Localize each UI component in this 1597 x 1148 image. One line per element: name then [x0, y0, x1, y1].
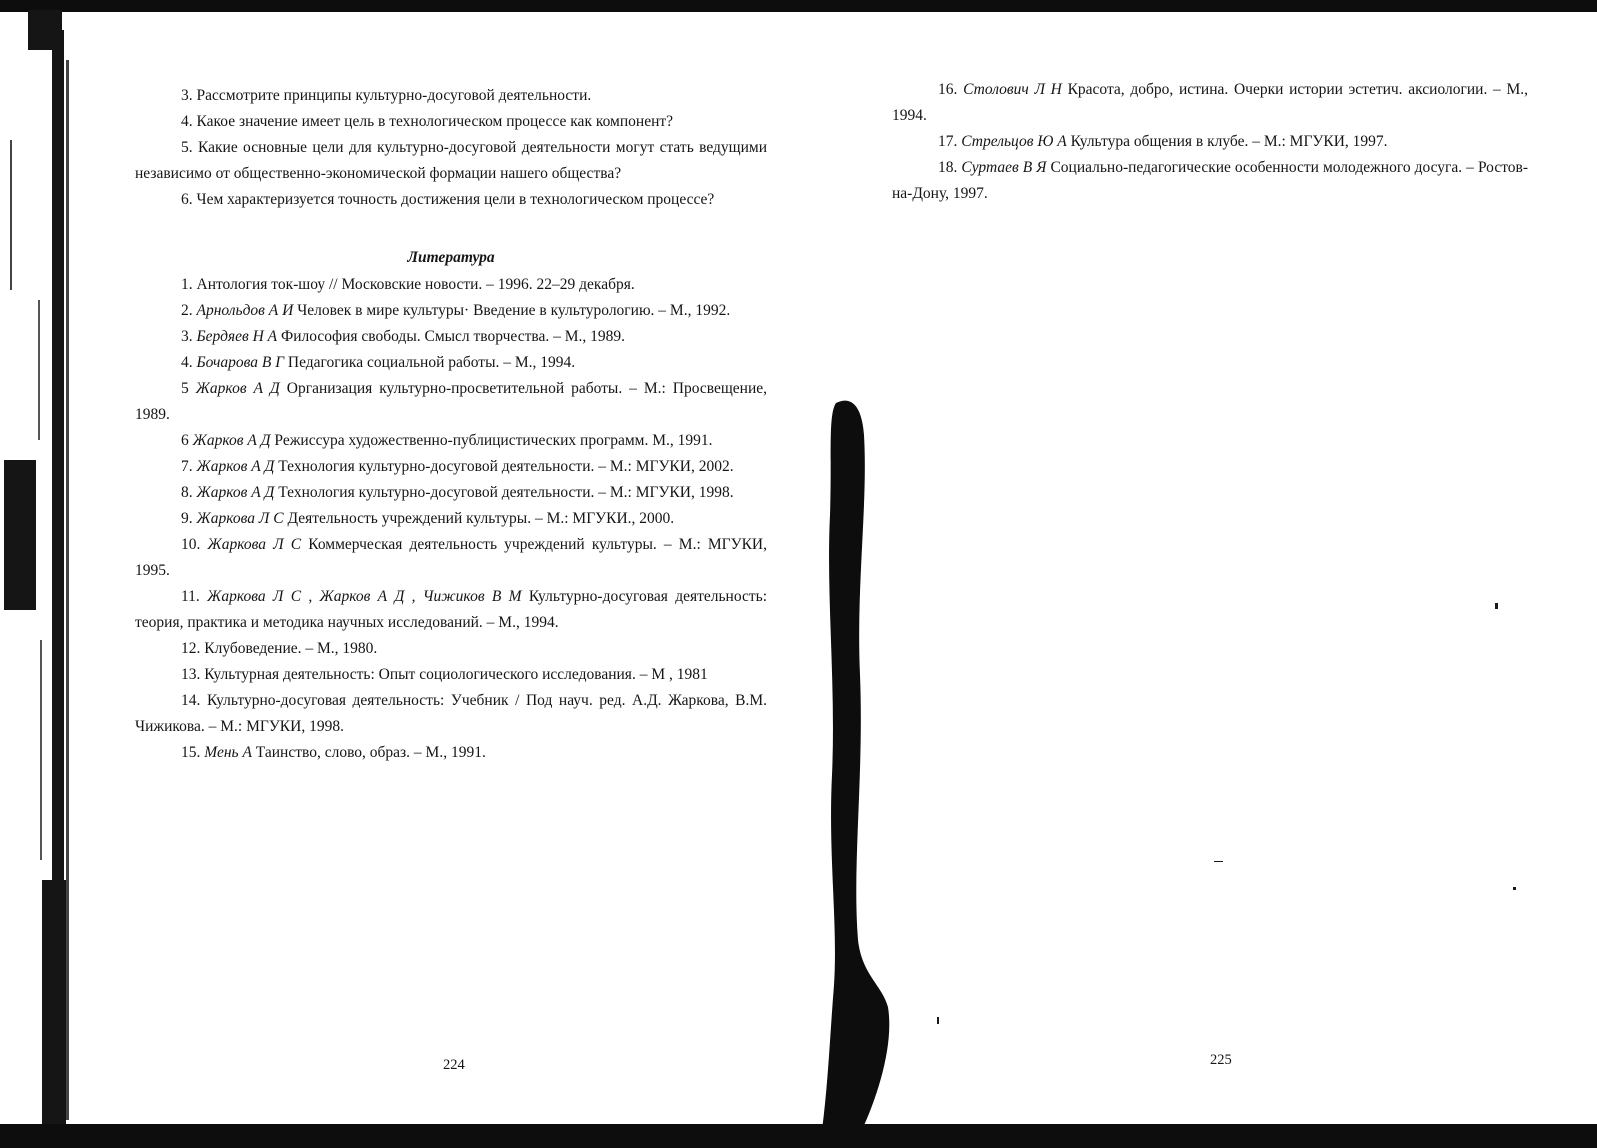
- reference-item: [135, 532, 767, 584]
- reference-item: [135, 480, 767, 506]
- reference-item: [135, 298, 767, 324]
- scan-bottom-border: [0, 1124, 1597, 1148]
- reference-number: 8.: [181, 484, 193, 501]
- scan-speck: [1495, 603, 1498, 609]
- reference-number: 9.: [181, 510, 193, 527]
- reference-text: Технология культурно-досуговой деятельности. – М.: МГУКИ, 2002.: [278, 458, 734, 475]
- reference-author: Столович Л Н: [963, 81, 1062, 98]
- page-number-left: 224: [443, 1057, 465, 1073]
- reference-text: Социально-педагогические особенности молодежного досуга. – Ростов-на-Дону, 1997.: [892, 159, 1528, 202]
- reference-number: 7.: [181, 458, 193, 475]
- reference-text: Организация культурно-просветительной работы. – М.: Просвещение, 1989.: [135, 380, 768, 423]
- reference-text: Человек в мире культуры· Введение в культурологию. – М., 1992.: [297, 302, 731, 319]
- question-item: 4. Какое значение имеет цель в технологическом процессе как компонент?: [181, 113, 674, 130]
- reference-item: [135, 376, 767, 428]
- reference-item: [892, 129, 1528, 155]
- reference-item: [135, 272, 767, 298]
- reference-item: [135, 740, 767, 766]
- reference-number: 4.: [181, 354, 193, 371]
- reference-item: [135, 428, 767, 454]
- right-page: [892, 77, 1528, 207]
- reference-number: 5: [181, 380, 189, 397]
- reference-item: [135, 584, 767, 636]
- reference-item: [135, 350, 767, 376]
- reference-text: Культурно-досуговая деятельность: Учебник / Под науч. ред. А.Д. Жаркова, В.М. Чижикова. – М.: МГУКИ, 1998.: [135, 692, 767, 735]
- reference-number: 11.: [181, 588, 200, 605]
- reference-author: Жаркова Л С: [207, 536, 302, 553]
- reference-text: Деятельность учреждений культуры. – М.: МГУКИ., 2000.: [287, 510, 675, 527]
- reference-text: Коммерческая деятельность учреждений культуры. – М.: МГУКИ, 1995.: [135, 536, 768, 579]
- reference-number: 10.: [181, 536, 201, 553]
- reference-number: 17.: [938, 133, 958, 150]
- question-item: 6. Чем характеризуется точность достижения цели в технологическом процессе?: [181, 191, 715, 208]
- reference-text: Педагогика социальной работы. – М., 1994.: [287, 354, 576, 371]
- reference-number: 16.: [938, 81, 958, 98]
- scan-speck: [1513, 887, 1516, 890]
- reference-author: Стрельцов Ю А: [961, 133, 1067, 150]
- reference-author: Жарков А Д: [196, 458, 275, 475]
- reference-item: [135, 688, 767, 740]
- question-item: 3. Рассмотрите принципы культурно-досуговой деятельности.: [181, 87, 592, 104]
- reference-item: [135, 454, 767, 480]
- reference-author: Мень А: [204, 744, 252, 761]
- reference-item: [135, 662, 767, 688]
- reference-item: [135, 636, 767, 662]
- reference-text: Режиссура художественно-публицистических программ. М., 1991.: [274, 432, 713, 449]
- reference-number: 14.: [181, 692, 201, 709]
- reference-author: Бердяев Н А: [196, 328, 278, 345]
- reference-item: [892, 77, 1528, 129]
- reference-text: Философия свободы. Смысл творчества. – М., 1989.: [281, 328, 625, 345]
- reference-number: 1.: [181, 276, 193, 293]
- reference-number: 13.: [181, 666, 201, 683]
- reference-item: [135, 506, 767, 532]
- reference-author: Бочарова В Г: [196, 354, 285, 371]
- reference-text: Клубоведение. – М., 1980.: [204, 640, 378, 657]
- reference-number: 3.: [181, 328, 193, 345]
- reference-number: 2.: [181, 302, 193, 319]
- reference-text: Культура общения в клубе. – М.: МГУКИ, 1997.: [1070, 133, 1388, 150]
- reference-item: [135, 324, 767, 350]
- reference-text: Таинство, слово, образ. – М., 1991.: [255, 744, 486, 761]
- reference-author: Жарков А Д: [195, 380, 280, 397]
- reference-author: Жарков А Д: [196, 484, 275, 501]
- reference-item: [892, 155, 1528, 207]
- question-item: 5. Какие основные цели для культурно-досуговой деятельности могут стать ведущими независимо от общественно-экономической формации нашего общества?: [135, 139, 767, 182]
- reference-number: 12.: [181, 640, 201, 657]
- scan-speck: [1214, 861, 1223, 862]
- left-page: [135, 83, 767, 766]
- reference-text: Красота, добро, истина. Очерки истории эстетич. аксиологии. – М., 1994.: [892, 81, 1528, 124]
- reference-author: Жаркова Л С: [196, 510, 284, 527]
- reference-author: Суртаев В Я: [961, 159, 1047, 176]
- scan-speck: [937, 1017, 939, 1024]
- reference-text: Технология культурно-досуговой деятельности. – М.: МГУКИ, 1998.: [278, 484, 734, 501]
- reference-number: 15.: [181, 744, 201, 761]
- scan-left-edge: [0, 0, 78, 1148]
- reference-author: Арнольдов А И: [196, 302, 294, 319]
- reference-author: Жарков А Д: [192, 432, 271, 449]
- gutter-shadow: [818, 395, 898, 1130]
- reference-author: Жаркова Л С , Жарков А Д , Чижиков В М: [207, 588, 522, 605]
- scan-top-border: [0, 0, 1597, 12]
- reference-text: Антология ток-шоу // Московские новости. – 1996. 22–29 декабря.: [196, 276, 635, 293]
- reference-text: Культурно-досуговая деятельность: теория, практика и методика научных исследований. – М., 1994.: [135, 588, 768, 631]
- reference-text: Культурная деятельность: Опыт социологического исследования. – М , 1981: [204, 666, 708, 683]
- reference-number: 18.: [938, 159, 958, 176]
- literature-heading: Литература: [407, 249, 495, 266]
- reference-number: 6: [181, 432, 189, 449]
- page-number-right: 225: [1210, 1052, 1232, 1068]
